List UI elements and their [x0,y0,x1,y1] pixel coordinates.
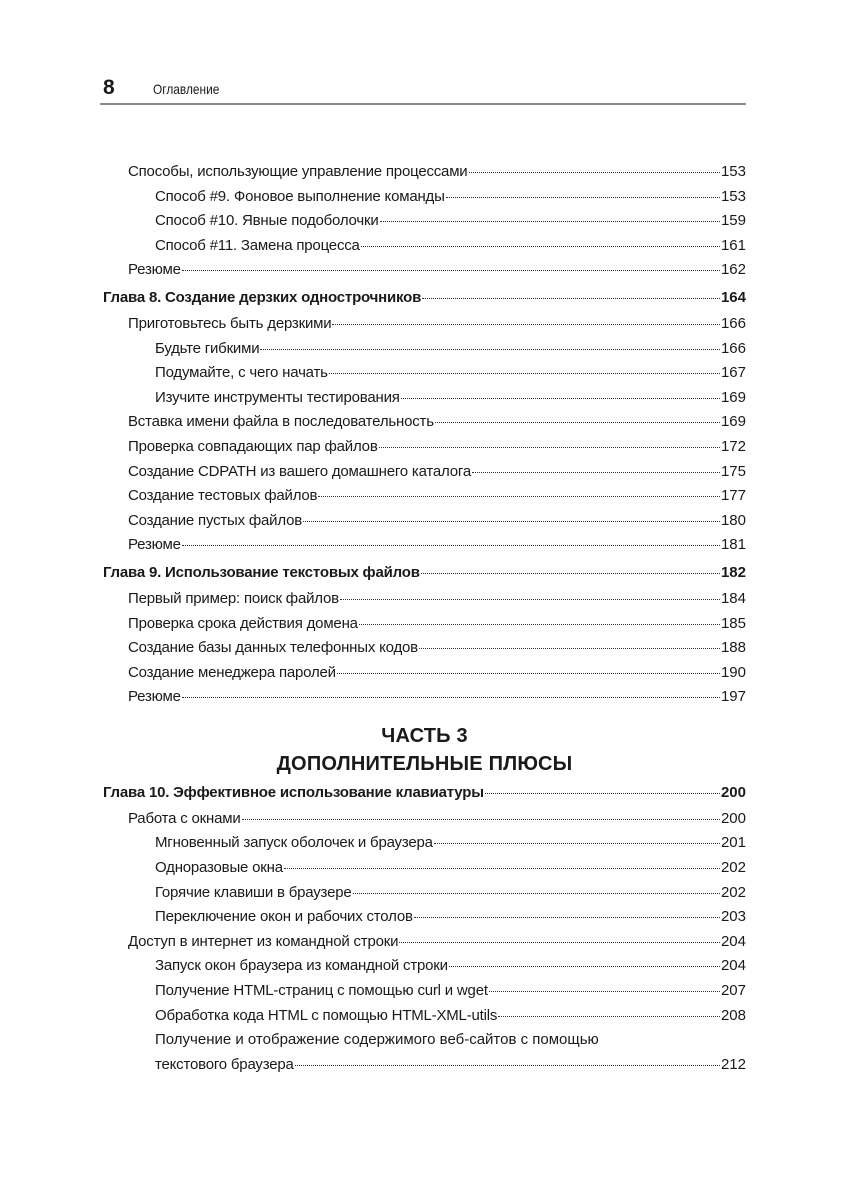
toc-entry-title: Запуск окон браузера из командной строки [155,957,448,975]
toc-entry-title: Глава 8. Создание дерзких однострочников [103,288,422,306]
toc-entry[interactable] [103,337,746,362]
toc-entry-page: 190 [720,663,746,681]
toc-entry-page: 177 [720,487,746,505]
toc-chapter-entry[interactable] [103,558,746,587]
dot-leader [399,942,720,943]
toc-entry-title: Резюме [128,261,181,279]
toc-entry[interactable] [103,905,746,930]
toc-entry-page: 181 [720,536,746,554]
toc-entry[interactable] [103,484,746,509]
toc-entry-page: 180 [720,511,746,529]
toc-entry-title: Способ #9. Фоновое выполнение команды [155,187,445,205]
dot-leader [469,172,720,173]
dot-leader [435,422,720,423]
toc-entry-title: Резюме [128,536,181,554]
toc-chapter-entry[interactable] [103,778,746,807]
dot-leader [359,624,720,625]
toc-entry-title: Проверка совпадающих пар файлов [128,437,378,455]
toc-entry-page: 169 [720,413,746,431]
dot-leader [449,966,720,967]
toc-entry-page: 164 [720,288,746,306]
toc-entry-page: 169 [720,388,746,406]
toc-entry[interactable] [103,1028,746,1077]
dot-leader [303,521,720,522]
toc-entry-title: Создание CDPATH из вашего домашнего каталога [128,462,471,480]
toc-entry[interactable] [103,587,746,612]
toc-entry-title: Резюме [128,688,181,706]
toc-entry-page: 207 [720,982,746,1000]
toc-entry[interactable] [103,807,746,832]
dot-leader [337,673,720,674]
toc-entry-page: 166 [720,314,746,332]
toc-entry-page: 182 [720,563,746,581]
dot-leader [472,472,720,473]
dot-leader [489,991,720,992]
toc-entry-page: 161 [720,236,746,254]
toc-entry[interactable] [103,185,746,210]
toc-entry-page: 159 [720,212,746,230]
toc-entry-title: Первый пример: поиск файлов [128,589,339,607]
dot-leader [318,496,720,497]
toc-entry-title: Подумайте, с чего начать [155,364,328,382]
dot-leader [260,349,720,350]
toc-entry-title: Создание базы данных телефонных кодов [128,639,418,657]
dot-leader [380,221,720,222]
toc-entry-title: Создание тестовых файлов [128,487,318,505]
toc-entry-page: 202 [720,859,746,877]
toc-entry-title: Мгновенный запуск оболочек и браузера [155,834,433,852]
toc-entry-page: 202 [720,883,746,901]
toc-entry[interactable] [103,435,746,460]
part-title: ДОПОЛНИТЕЛЬНЫЕ ПЛЮСЫ [276,752,573,775]
dot-leader [401,398,720,399]
toc-entry-page: 175 [720,462,746,480]
toc-entry-page: 201 [720,834,746,852]
toc-entry-title: Будьте гибкими [155,339,260,357]
dot-leader [332,324,720,325]
page-number: 8 [103,76,115,99]
toc-entry[interactable] [103,612,746,637]
dot-leader [353,893,720,894]
toc-entry[interactable] [103,881,746,906]
toc-entry-page: 166 [720,339,746,357]
toc-entry[interactable] [103,954,746,979]
toc-entry-page: 204 [720,957,746,975]
toc-entry-title: Получение HTML-страниц с помощью curl и wget [155,982,488,1000]
toc-entry-title: Обработка кода HTML с помощью HTML-XML-utils [155,1006,498,1024]
toc-section-part3 [103,778,746,1078]
toc-entry-page: 167 [720,364,746,382]
toc-entry[interactable] [103,234,746,259]
toc-entry-title: Работа с окнами [128,809,241,827]
dot-leader [434,843,720,844]
toc-entry[interactable] [103,685,746,710]
toc-entry[interactable] [103,460,746,485]
toc-entry-title: Создание пустых файлов [128,511,302,529]
dot-leader [182,545,720,546]
toc-entry-title: Способ #10. Явные подоболочки [155,212,379,230]
toc-entry-title: Приготовьтесь быть дерзкими [128,314,332,332]
toc-entry[interactable] [103,509,746,534]
toc-entry[interactable] [103,636,746,661]
toc-entry-page: 162 [720,261,746,279]
dot-leader [419,648,720,649]
toc-entry[interactable] [103,410,746,435]
toc-entry-title: Способы, использующие управление процессами [128,163,468,180]
dot-leader [182,270,720,271]
toc-entry-page: 185 [720,614,746,632]
toc-entry[interactable] [103,856,746,881]
dot-leader [485,793,720,794]
part-number: ЧАСТЬ 3 [381,724,468,747]
dot-leader [379,447,720,448]
dot-leader [446,197,720,198]
toc-entry[interactable] [103,979,746,1004]
dot-leader [361,246,720,247]
toc-entry-title: Создание менеджера паролей [128,663,336,681]
toc-entry-title: Изучите инструменты тестирования [155,388,400,406]
dot-leader [182,697,720,698]
toc-entry-title: Глава 9. Использование текстовых файлов [103,563,420,581]
toc-entry-page: 172 [720,437,746,455]
toc-entry-title: Доступ в интернет из командной строки [128,932,399,950]
toc-entry[interactable] [103,1004,746,1029]
toc-entry-page: 212 [720,1055,746,1073]
toc-entry-title-cont: текстового браузера [155,1055,294,1073]
dot-leader [340,599,720,600]
toc-entry[interactable] [103,661,746,686]
toc-entry[interactable] [103,312,746,337]
dot-leader [414,917,720,918]
dot-leader [498,1016,720,1017]
header-rule [100,103,746,105]
toc-entry[interactable] [103,831,746,856]
table-of-contents [103,160,746,1077]
running-title: Оглавление [153,81,220,97]
toc-entry-title: Глава 10. Эффективное использование клавиатуры [103,783,484,801]
dot-leader [242,819,720,820]
toc-entry-title: Способ #11. Замена процесса [155,236,360,254]
toc-entry-page: 204 [720,932,746,950]
dot-leader [422,298,720,299]
part-heading [103,722,746,778]
toc-entry-page: 153 [720,187,746,205]
toc-entry-page: 208 [720,1006,746,1024]
toc-entry-page: 184 [720,589,746,607]
toc-entry-page: 203 [720,908,746,926]
toc-chapter-entry[interactable] [103,283,746,312]
dot-leader [421,573,720,574]
toc-entry-page: 197 [720,688,746,706]
dot-leader [284,868,720,869]
toc-entry-title: Одноразовые окна [155,859,283,877]
toc-entry[interactable] [103,209,746,234]
toc-entry[interactable] [103,930,746,955]
toc-entry-page: 153 [720,163,746,180]
toc-entry[interactable] [103,160,746,185]
running-header [100,76,746,104]
toc-entry-title: Получение и отображение содержимого веб-сайтов с помощью [155,1031,599,1049]
toc-entry-title: Проверка срока действия домена [128,614,358,632]
toc-entry[interactable] [103,386,746,411]
dot-leader [329,373,720,374]
toc-entry-title: Вставка имени файла в последовательность [128,413,434,431]
toc-entry-title: Переключение окон и рабочих столов [155,908,413,926]
toc-section-part2 [103,160,746,710]
toc-entry[interactable] [103,533,746,558]
dot-leader [295,1065,720,1066]
toc-entry[interactable] [103,258,746,283]
toc-entry-page: 188 [720,639,746,657]
toc-entry[interactable] [103,361,746,386]
toc-entry-page: 200 [720,783,746,801]
toc-entry-page: 200 [720,809,746,827]
toc-entry-title: Горячие клавиши в браузере [155,883,352,901]
